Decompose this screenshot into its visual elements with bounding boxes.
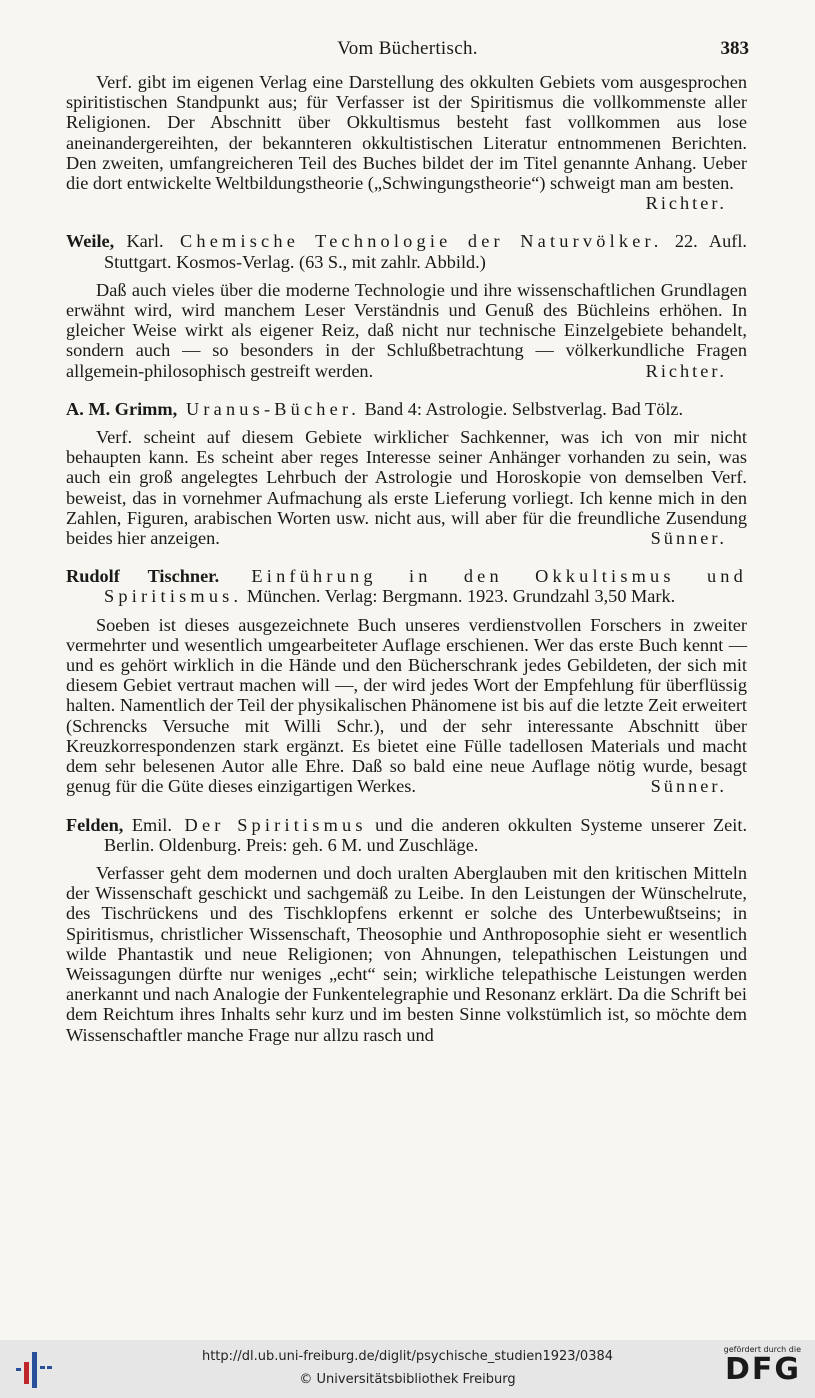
copyright-notice: © Universitätsbibliothek Freiburg [299,1372,516,1387]
review-paragraph [66,427,747,548]
entry-author: Felden, [66,814,124,835]
entry-details: und die anderen okkulten Systeme unserer Zeit. Berlin. Oldenburg. Preis: geh. 6 M. und Zuschläge. [104,814,748,855]
reviewer-signature: Richter. [645,193,727,214]
page-body [66,72,747,1045]
review-text: Gebildeten, der sich mit diesem Gebiet vertraut machen will —, der wird jedes Wort der Empfehlung für überflüssig halten. Namentlich der Teil der physikalischen Phänomene ist bis auf die letzte Zeit erweitert (Schrencks Versuche mit Willi Schr.), und der sehr interessante Abschnitt über Kreuzkorrespondenzen stark ergänzt. Es bietet eine Fülle tadellosen Materials und macht dem sehr belesenen Autor alle Ehre. Daß so bald eine neue Auflage nötig wurde, besagt genug für die Güte dieses einzigartigen Werkes. [66,655,747,797]
review-paragraph [66,615,747,797]
reviewer-signature: Sünner. [650,776,727,797]
entry-title: Einführung in den Okkultismus und Spiritismus. [104,566,747,607]
review-paragraph [66,72,747,214]
review-text: Verf. scheint auf diesem Gebiete wirklicher Sachkenner, was ich von mir nicht behaupten kann. Es scheint aber reges Interesse seiner Anhänger vorhanden zu sein, was auch ein groß angelegtes Lehrbuch der Astrologie und Horoskopie von demselben Verf. beweist, das in vornehmer Aufmachung als erste Lieferung vorliegt. Ich kenne mich in den Zahlen, Figuren, arabischen Worten usw. nicht aus, will aber für die freundliche Zusendung beides hier anzeigen. [66,427,747,549]
entry-title: Chemische Technologie der Naturvölker. [163,231,663,252]
reviewer-signature: Sünner. [650,528,727,549]
entry-author-first: Karl. [114,231,164,252]
entry-author: Rudolf Tischner. [66,566,220,587]
dfg-logo-text: DFG [724,1352,801,1387]
entry-author: A. M. Grimm, [66,398,178,419]
review-text: Verfasser geht dem modernen und doch uralten Aberglauben mit den kritischen Mitteln der Wissenschaft geschickt und sachgemäß zu Leibe. In den Leistungen der Wünschelrute, des Tischrückens und des Tischklopfens erkennt er solche des Unterbewußtseins; in Spiritismus, christlicher Wissenschaft, Theosophie und Anthroposophie sieht er wesentlich wilde Phantastik und neue Religionen; von Ahnungen, telepathischen Leistungen und Weissagungen dürfte nur weniges „echt“ sein; wirkliche telepathische Leistungen werden anerkannt und nach Analogie der Funkentelegraphie und Resonanz erklärt. Da die Schrift bei dem Reichtum ihres Inhalts sehr kurz und im besten Sinne volkstümlich ist, so möchte dem Wissenschaftler manche Frage nur allzu rasch und [66,862,747,1045]
emphasis-text: jedes [523,655,562,676]
emphasis-text: wirklich [173,655,235,676]
entry-details: Band 4: Astrologie. Selbstverlag. Bad Tölz. [360,398,684,419]
book-entry [66,566,747,606]
dfg-logo [711,1345,801,1393]
page-header [66,38,749,64]
review-paragraph [66,863,747,1045]
entry-details: 22. Aufl. Stuttgart. Kosmos-Verlag. (63 S., mit zahlr. Abbild.) [104,231,747,272]
review-text: Daß auch vieles über die moderne Technologie und ihre wissenschaftlichen Grundlagen erwähnt wird, wird manchem Leser Verständnis und Genuß des Büchleins erhöhen. In gleicher Weise wirkt als eigener Reiz, daß nicht nur technische Einzelgebiete behandelt, sondern auch — so besonders in der Schlußbetrachtung — völkerkundliche Fragen allgemein-philosophisch gestreift werden. [66,279,747,381]
review-text: Verf. gibt im eigenen Verlag eine Darstellung des okkulten Gebiets vom ausgesprochen spiritistischen Standpunkt aus; für Verfasser ist der Spiritismus die vollkommenste aller Religionen. Der Abschnitt über Okkultismus besteht fast vollkommen aus lose aneinandergereihten, der bekannteren okkultistischen Literatur entnommenen Berichten. Den zweiten, umfangreicheren Teil des Buches bildet der im Titel genannte Anhang. Ueber die dort entwickelte Weltbildungstheorie („Schwingungstheorie“) schweigt man am besten. [66,72,747,194]
entry-title: Der Spiritismus [171,814,367,835]
entry-author-first: Emil. [123,814,172,835]
dfg-funding-note: gefördert durch die [723,1345,801,1354]
entry-author: Weile, [66,231,115,252]
review-text: Soeben ist dieses ausgezeichnete Buch unseres verdienstvollen Forschers in zweiter vermehrter und wesentlich umgearbeiteter Auflage erschienen. Wer das erste Buch kennt — und es gehört [66,614,747,676]
running-title: Vom Büchertisch. [337,38,478,59]
reviewer-signature: Richter. [645,360,727,381]
review-paragraph [66,280,747,381]
book-entry [66,231,747,271]
page-number: 383 [720,38,749,59]
permalink-link[interactable]: http://dl.ub.uni-freiburg.de/diglit/psychische_studien1923/0384 [201,1349,614,1364]
viewer-footer [0,1340,815,1398]
book-entry [66,399,747,419]
entry-title: Uranus-Bücher. [177,398,360,419]
entry-details: München. Verlag: Bergmann. 1923. Grundzahl 3,50 Mark. [242,586,676,607]
book-entry [66,815,747,855]
review-text: in die Hände und den Bücherschrank [234,655,524,676]
